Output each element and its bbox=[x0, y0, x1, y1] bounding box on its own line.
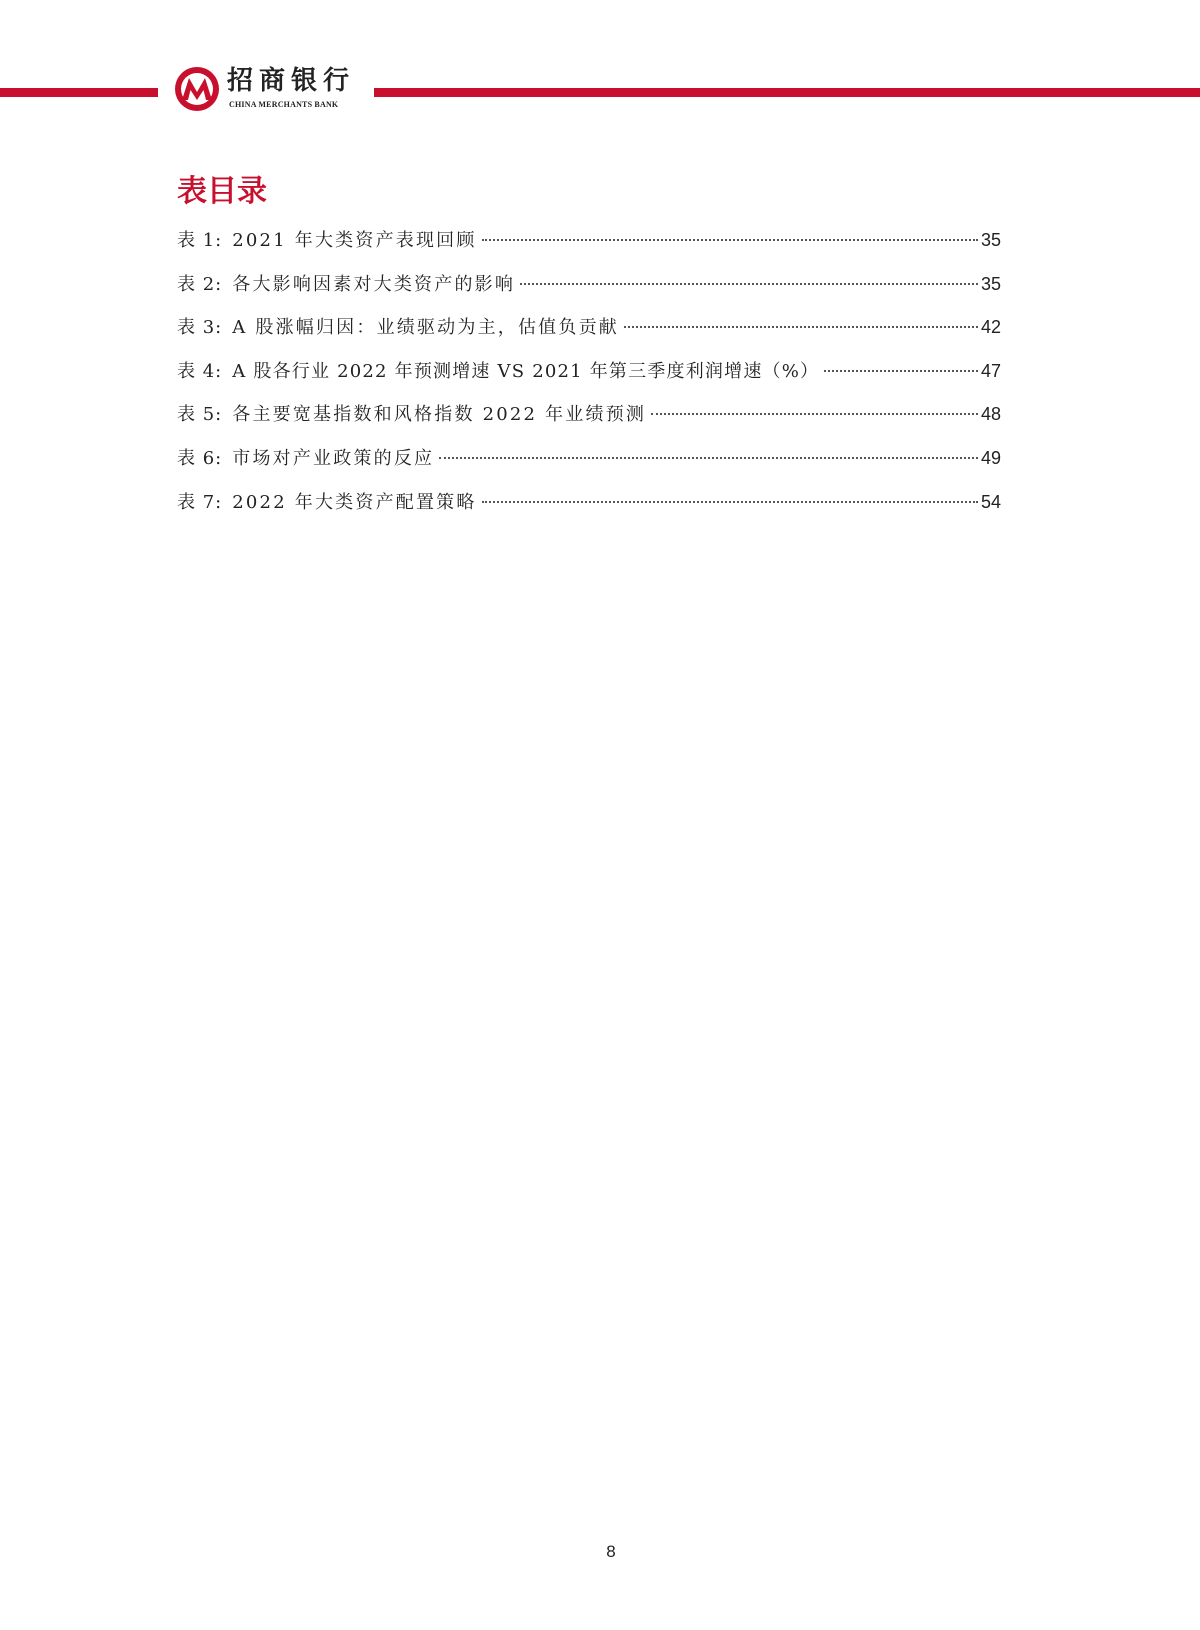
toc-item-page: 49 bbox=[980, 447, 1001, 468]
toc-item-label: 表 6: bbox=[177, 447, 223, 469]
toc-leader-dots bbox=[482, 238, 978, 241]
toc-item-7[interactable] bbox=[177, 484, 1001, 528]
header-rule-left bbox=[0, 88, 158, 97]
toc-item-page: 35 bbox=[980, 273, 1001, 294]
toc-item-label: 表 3: bbox=[177, 317, 223, 339]
bank-emblem-icon bbox=[174, 66, 220, 112]
toc-item-4[interactable] bbox=[177, 353, 1001, 397]
toc-leader-dots bbox=[482, 500, 978, 503]
toc-item-page: 42 bbox=[980, 317, 1001, 338]
toc-list bbox=[177, 222, 1001, 527]
toc-item-text: 各主要宽基指数和风格指数 2022 年业绩预测 bbox=[232, 404, 647, 426]
toc-item-label: 表 1: bbox=[177, 230, 223, 251]
toc-item-label: 表 2: bbox=[177, 273, 223, 295]
toc-item-text: 各大影响因素对大类资产的影响 bbox=[232, 273, 516, 295]
toc-item-label: 表 7: bbox=[177, 491, 223, 513]
toc-item-page: 54 bbox=[980, 491, 1001, 512]
toc-leader-dots bbox=[520, 282, 978, 285]
toc-item-text: 市场对产业政策的反应 bbox=[232, 447, 435, 469]
header-rule-right bbox=[374, 88, 1200, 97]
toc-title: 表目录 bbox=[177, 174, 267, 209]
toc-leader-dots bbox=[651, 412, 978, 415]
toc-item-6[interactable] bbox=[177, 440, 1001, 484]
toc-item-label: 表 4: bbox=[177, 360, 223, 382]
toc-item-label: 表 5: bbox=[177, 404, 223, 426]
toc-leader-dots bbox=[624, 325, 978, 328]
toc-item-3[interactable] bbox=[177, 309, 1001, 353]
page-number: 8 bbox=[606, 1542, 616, 1561]
toc-item-page: 35 bbox=[980, 230, 1001, 250]
toc-item-page: 48 bbox=[980, 404, 1001, 425]
toc-item-page: 47 bbox=[980, 360, 1001, 381]
toc-item-text: 2022 年大类资产配置策略 bbox=[232, 491, 477, 513]
toc-item-text: 2021 年大类资产表现回顾 bbox=[232, 230, 477, 251]
toc-item-text: A 股涨幅归因：业绩驱动为主，估值负贡献 bbox=[232, 317, 619, 339]
toc-item-text: A 股各行业 2022 年预测增速 VS 2021 年第三季度利润增速（%） bbox=[232, 360, 820, 382]
bank-logo bbox=[174, 63, 370, 119]
toc-item-2[interactable] bbox=[177, 266, 1001, 310]
logo-name-cn: 招商银行 bbox=[227, 66, 356, 96]
toc-item-5[interactable] bbox=[177, 396, 1001, 440]
toc-leader-dots bbox=[439, 456, 978, 459]
toc-item-1[interactable] bbox=[177, 222, 1001, 266]
toc-leader-dots bbox=[824, 369, 978, 372]
logo-name-en: CHINA MERCHANTS BANK bbox=[229, 100, 339, 109]
